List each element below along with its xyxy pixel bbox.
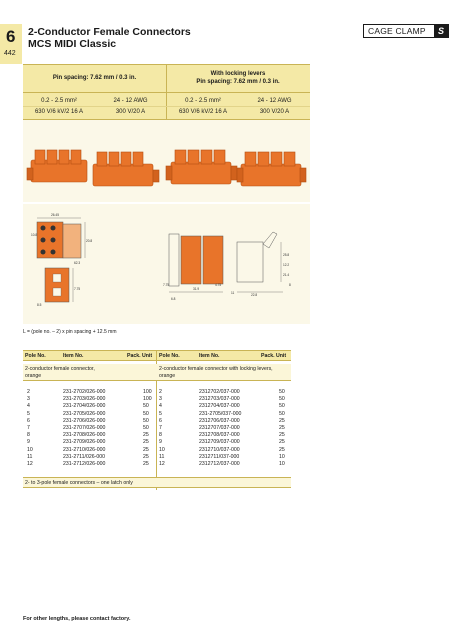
table-row <box>23 447 291 454</box>
dim-label-f: 7.75 <box>74 287 81 291</box>
pole-no-cell: 3 <box>159 396 162 403</box>
pole-no-cell: 6 <box>159 417 162 424</box>
top-view-drawing <box>37 218 85 258</box>
item-no-cell: 2312704/037-000 <box>199 403 240 410</box>
footer-note: For other lengths, please contact factory. <box>23 616 131 622</box>
pole-no-cell: 4 <box>27 403 30 410</box>
spec-awg-2: 24 - 12 AWG <box>257 98 292 104</box>
left-subtitle-1: 2-conductor female connector, <box>25 366 95 372</box>
table-header <box>23 350 291 361</box>
pole-no-cell: 7 <box>27 425 30 431</box>
spec-box <box>23 64 310 120</box>
pack-unit-cell: 50 <box>143 425 149 431</box>
pack-unit-cell: 25 <box>279 425 285 431</box>
spec-row-line <box>23 106 310 107</box>
pack-unit-cell: 50 <box>279 389 285 395</box>
spec-rating-ul: 300 V/20 A <box>115 109 146 115</box>
dim-label-a: 26.45 <box>51 213 59 217</box>
logo-mark: S <box>434 25 448 37</box>
locking-side-view <box>237 232 283 292</box>
pack-unit-cell: 25 <box>279 417 285 424</box>
pack-unit-cell: 25 <box>143 461 149 467</box>
left-subtitle <box>25 366 95 379</box>
pack-unit-cell: 50 <box>279 403 285 410</box>
pole-no-cell: 10 <box>27 446 33 453</box>
table-row <box>23 403 291 410</box>
connector-photo-2 <box>93 152 159 186</box>
item-no-cell: 231-2705/026-000 <box>63 410 106 417</box>
logo-text: CAGE CLAMP <box>368 26 426 36</box>
right-subtitle-1: 2-conductor female connector with locking levers, <box>159 366 273 372</box>
spec-right-heading-2: Pin spacing: 7.62 mm / 0.3 in. <box>196 79 280 85</box>
item-no-cell: 231-2709/026-000 <box>63 439 106 446</box>
dim-label-d: 62.3 <box>74 261 81 265</box>
technical-drawings <box>23 204 310 324</box>
dim-label-j: 4.75 <box>215 283 222 287</box>
dim-label-g: 6.8 <box>171 297 176 301</box>
dim-label-p: 8 <box>289 283 291 287</box>
dim-label-e: 8.5 <box>37 303 42 307</box>
spec-rating-ul-2: 300 V/20 A <box>259 109 290 115</box>
table-row <box>23 418 291 425</box>
pack-unit-cell: 25 <box>143 453 149 460</box>
title-line-1: 2-Conductor Female Connectors <box>28 26 191 38</box>
dim-label-o: 21.4 <box>283 273 290 277</box>
connector-photo-3 <box>166 150 237 184</box>
page-number: 442 <box>4 50 16 57</box>
pack-unit-cell: 25 <box>279 432 285 439</box>
pack-unit-cell: 100 <box>143 389 152 395</box>
pole-no-cell: 12 <box>27 461 33 467</box>
connector-photos-illustration <box>23 120 310 202</box>
pack-unit-cell: 50 <box>143 410 149 417</box>
dim-label-l: 11 <box>231 291 235 295</box>
item-no-cell: 231-2704/026-000 <box>63 403 106 410</box>
item-no-cell: 2312711/037-000 <box>199 453 240 460</box>
dim-label-i: 31.9 <box>193 287 200 291</box>
dim-label-m: 25.8 <box>283 253 290 257</box>
spec-wire-range: 0.2 - 2.5 mm² <box>41 98 77 104</box>
product-photos <box>23 120 310 202</box>
table-row <box>23 389 291 396</box>
item-no-cell: 231-2707/026-000 <box>63 425 106 431</box>
pack-unit-cell: 50 <box>143 403 149 410</box>
item-no-cell: 231-2708/026-000 <box>63 432 106 439</box>
pole-no-cell: 7 <box>159 425 162 431</box>
table-row <box>23 439 291 446</box>
item-no-cell: 2312712/037-000 <box>199 461 240 467</box>
spec-divider-h <box>23 92 310 93</box>
header-item-no: Item No. <box>63 353 84 359</box>
pole-no-cell: 9 <box>27 439 30 446</box>
item-no-cell: 2312709/037-000 <box>199 439 240 446</box>
table-row <box>23 454 291 461</box>
item-no-cell: 2312706/037-000 <box>199 417 240 424</box>
page-title <box>28 26 191 50</box>
pole-no-cell: 5 <box>27 410 30 417</box>
table-row <box>23 461 291 468</box>
left-subtitle-2: orange <box>25 372 42 379</box>
pole-no-cell: 10 <box>159 446 165 453</box>
pole-no-cell: 2 <box>27 389 30 395</box>
side-view-drawing <box>45 268 73 302</box>
dim-label-c: 20.8 <box>86 239 93 243</box>
pack-unit-cell: 25 <box>143 432 149 439</box>
dim-label-n: 12.2 <box>283 263 290 267</box>
item-no-cell: 231-2702/026-000 <box>63 389 106 395</box>
pack-unit-cell: 10 <box>279 453 285 460</box>
table-footnote <box>23 477 291 488</box>
length-formula: L = (pole no. – 2) x pin spacing + 12.5 mm <box>23 329 117 335</box>
spec-right-heading <box>166 70 310 86</box>
connector-photo-1 <box>27 150 87 182</box>
pack-unit-cell: 50 <box>279 396 285 403</box>
title-line-2: MCS MIDI Classic <box>28 38 117 50</box>
dimension-drawing <box>23 204 310 324</box>
pole-no-cell: 8 <box>159 432 162 439</box>
pole-no-cell: 8 <box>27 432 30 439</box>
right-subtitle <box>159 366 273 379</box>
dim-label-b: 10.8 <box>31 233 38 237</box>
pole-no-cell: 11 <box>159 453 165 460</box>
chapter-number: 6 <box>6 27 16 46</box>
header-pole-no-2: Pole No. <box>159 353 180 359</box>
table-row <box>23 411 291 418</box>
pack-unit-cell: 10 <box>279 461 285 467</box>
spec-rating-iec-2: 630 V/6 kV/2 16 A <box>178 109 228 115</box>
dim-label-k: 22.8 <box>251 293 258 297</box>
item-no-cell: 231-2711/026-000 <box>63 453 106 460</box>
pole-no-cell: 4 <box>159 403 162 410</box>
pole-no-cell: 6 <box>27 417 30 424</box>
header-pole-no: Pole No. <box>25 353 46 359</box>
pole-no-cell: 3 <box>27 396 30 403</box>
item-no-cell: 2312702/037-000 <box>199 389 240 395</box>
item-no-cell: 231-2712/026-000 <box>63 461 106 467</box>
item-no-cell: 231-2710/026-000 <box>63 446 106 453</box>
item-no-cell: 2312710/037-000 <box>199 446 240 453</box>
spec-awg: 24 - 12 AWG <box>113 98 148 104</box>
item-no-cell: 2312703/037-000 <box>199 396 240 403</box>
pack-unit-cell: 50 <box>143 417 149 424</box>
right-subtitle-2: orange <box>159 372 176 379</box>
spec-rating-iec: 630 V/6 kV/2 16 A <box>34 109 84 115</box>
pole-no-cell: 5 <box>159 410 162 417</box>
footnote-text: 2- to 3-pole female connectors – one latch only <box>25 480 133 486</box>
spec-left-heading: Pin spacing: 7.62 mm / 0.3 in. <box>52 75 137 81</box>
pack-unit-cell: 100 <box>143 396 152 403</box>
table-row <box>23 425 291 432</box>
connector-photo-4 <box>237 152 306 186</box>
header-pack-unit: Pack. Unit <box>127 353 153 359</box>
item-no-cell: 231-2706/026-000 <box>63 417 106 424</box>
table-row <box>23 432 291 439</box>
pack-unit-cell: 25 <box>143 446 149 453</box>
header-item-no-2: Item No. <box>199 353 220 359</box>
item-no-cell: 231-2705/037-000 <box>199 410 242 417</box>
pack-unit-cell: 50 <box>279 410 285 417</box>
table-subheader <box>23 364 291 381</box>
cage-clamp-logo <box>363 24 449 38</box>
header-pack-unit-2: Pack. Unit <box>261 353 287 359</box>
item-no-cell: 2312708/037-000 <box>199 432 240 439</box>
dim-label-h: 7.75 <box>163 283 170 287</box>
pole-no-cell: 2 <box>159 389 162 395</box>
spec-wire-range-2: 0.2 - 2.5 mm² <box>185 98 221 104</box>
pack-unit-cell: 25 <box>279 439 285 446</box>
item-no-cell: 231-2703/026-000 <box>63 396 106 403</box>
pack-unit-cell: 25 <box>279 446 285 453</box>
item-no-cell: 2312707/037-000 <box>199 425 240 431</box>
pole-no-cell: 12 <box>159 461 165 467</box>
table-row <box>23 396 291 403</box>
pack-unit-cell: 25 <box>143 439 149 446</box>
pole-no-cell: 11 <box>27 453 33 460</box>
pole-no-cell: 9 <box>159 439 162 446</box>
spec-right-heading-1: With locking levers <box>210 71 266 77</box>
